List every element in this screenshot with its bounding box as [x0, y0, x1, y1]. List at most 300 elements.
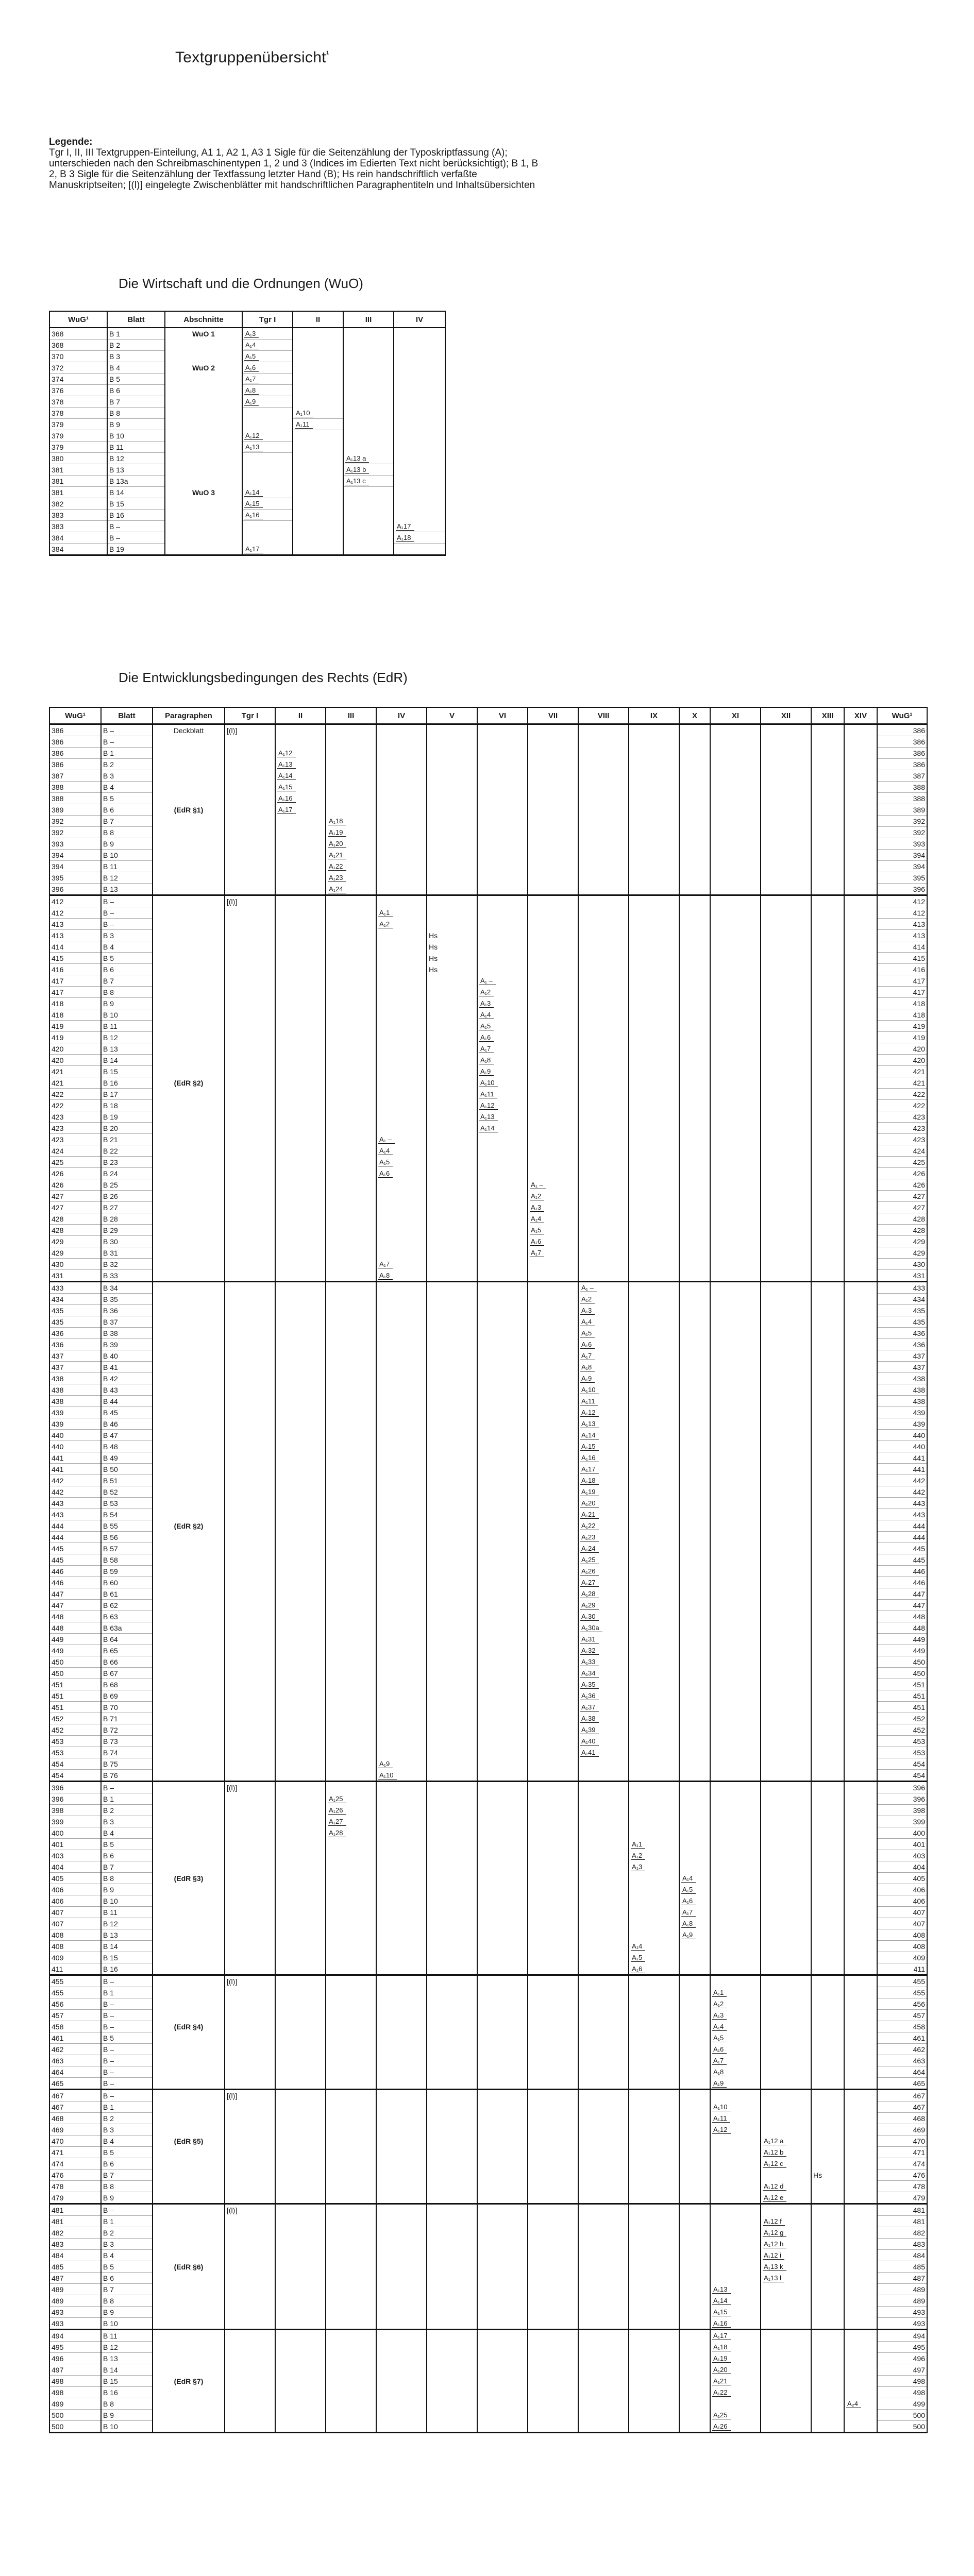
- table-cell: [477, 1396, 528, 1407]
- table-cell: [427, 1316, 477, 1328]
- table-cell: 417: [49, 975, 101, 987]
- table-cell: [761, 2364, 811, 2376]
- table-cell: [275, 2078, 326, 2090]
- table-cell: B –: [101, 2044, 153, 2055]
- table-cell: [710, 1611, 761, 1622]
- table-cell: B 26: [101, 1191, 153, 1202]
- table-cell: 381: [49, 487, 107, 498]
- table-cell: [679, 2078, 710, 2090]
- table-cell: [326, 2066, 376, 2078]
- table-cell: [629, 1895, 679, 1907]
- table-cell: [376, 1509, 427, 1520]
- table-cell: 499: [49, 2398, 101, 2410]
- table-cell: B 75: [101, 1758, 153, 1770]
- table-cell: [710, 1009, 761, 1021]
- table-cell: [578, 1873, 629, 1884]
- table-cell: [811, 2204, 844, 2216]
- siglum: A₁41: [580, 1749, 599, 1757]
- table-cell: 407: [49, 1918, 101, 1929]
- siglum: A₁26: [712, 2422, 731, 2431]
- table-cell: B 9: [101, 838, 153, 850]
- siglum: A₁24: [580, 1545, 599, 1553]
- paragraph-label: [153, 1032, 225, 1043]
- table-cell: 394: [49, 861, 101, 872]
- table-cell: [225, 1191, 275, 1202]
- table-cell: [844, 2342, 877, 2353]
- table-cell: [844, 1850, 877, 1861]
- table-cell: [844, 1690, 877, 1702]
- table-cell: [679, 1089, 710, 1100]
- table-cell: [293, 351, 343, 362]
- table-cell: [528, 850, 578, 861]
- table-cell: [811, 1600, 844, 1611]
- table-cell: [477, 1055, 528, 1066]
- table-cell: [710, 1736, 761, 1747]
- table-cell: B –: [107, 521, 165, 532]
- table-cell: [629, 964, 679, 975]
- siglum: A₁26: [328, 1806, 346, 1815]
- table-cell: [427, 919, 477, 930]
- column-header: X: [679, 707, 710, 724]
- table-cell: [477, 2342, 528, 2353]
- table-cell: [326, 770, 376, 782]
- siglum: A₁12 h: [763, 2240, 786, 2248]
- table-cell: [710, 1430, 761, 1441]
- table-cell: [528, 1021, 578, 1032]
- table-cell: [275, 1362, 326, 1373]
- table-cell: [578, 1168, 629, 1179]
- table-cell: [376, 1827, 427, 1839]
- table-cell: Hs: [427, 941, 477, 953]
- table-cell: [242, 453, 293, 464]
- paragraph-label: [153, 2158, 225, 2170]
- table-cell: [811, 1895, 844, 1907]
- table-cell: [629, 2273, 679, 2284]
- table-cell: [528, 816, 578, 827]
- table-cell: [761, 2124, 811, 2136]
- table-cell: [477, 2376, 528, 2387]
- table-cell: [710, 1123, 761, 1134]
- table-cell: [376, 1952, 427, 1963]
- table-cell: [528, 2170, 578, 2181]
- table-cell: [376, 2204, 427, 2216]
- table-cell: [578, 1452, 629, 1464]
- table-cell: [275, 1350, 326, 1362]
- paragraph-label: [153, 1305, 225, 1316]
- table-cell: [811, 1782, 844, 1793]
- table-cell: [326, 748, 376, 759]
- table-cell: [427, 1566, 477, 1577]
- table-cell: [376, 827, 427, 838]
- table-cell: 386: [877, 736, 927, 748]
- table-cell: [225, 1600, 275, 1611]
- table-cell: [225, 1713, 275, 1724]
- table-cell: 447: [49, 1600, 101, 1611]
- table-cell: [578, 2090, 629, 2102]
- table-cell: [844, 736, 877, 748]
- table-cell: [528, 1998, 578, 2010]
- table-cell: [225, 2398, 275, 2410]
- table-row: [49, 1418, 927, 1430]
- table-cell: [275, 1396, 326, 1407]
- table-cell: [275, 1679, 326, 1690]
- table-cell: [761, 1668, 811, 1679]
- table-cell: [427, 1407, 477, 1418]
- table-cell: [477, 1407, 528, 1418]
- table-cell: [528, 1486, 578, 1498]
- table-cell: [679, 1021, 710, 1032]
- table-cell: [844, 1384, 877, 1396]
- section-label: [165, 453, 242, 464]
- paragraph-label: [153, 1702, 225, 1713]
- table-cell: [427, 2295, 477, 2307]
- table-cell: [629, 2421, 679, 2433]
- table-cell: [326, 2342, 376, 2353]
- table-row: [49, 1668, 927, 1679]
- table-cell: [293, 430, 343, 442]
- table-cell: [844, 2090, 877, 2102]
- table-cell: [679, 2136, 710, 2147]
- table-cell: B 45: [101, 1407, 153, 1418]
- table-cell: [578, 1987, 629, 1998]
- table-cell: [811, 1656, 844, 1668]
- table-cell: 451: [877, 1702, 927, 1713]
- siglum: A₁6: [631, 1965, 645, 1973]
- siglum: A₁17: [712, 2332, 731, 2340]
- table-cell: [629, 1816, 679, 1827]
- table-cell: [275, 1339, 326, 1350]
- siglum: A₁19: [328, 828, 346, 837]
- table-cell: [326, 1305, 376, 1316]
- table-cell: [225, 930, 275, 941]
- table-cell: 386: [877, 724, 927, 736]
- paragraph-group: [49, 1975, 927, 2090]
- paragraph-label: [153, 2295, 225, 2307]
- table-cell: 368: [49, 328, 107, 340]
- table-cell: [427, 2147, 477, 2158]
- table-cell: [528, 1077, 578, 1089]
- siglum: A₁14: [479, 1124, 498, 1132]
- table-cell: [343, 498, 394, 510]
- table-cell: [326, 1907, 376, 1918]
- table-cell: B 5: [107, 374, 165, 385]
- table-cell: [811, 1396, 844, 1407]
- table-cell: [578, 1839, 629, 1850]
- siglum: A₁12 c: [763, 2160, 786, 2168]
- siglum: A₁16: [244, 511, 263, 519]
- table-cell: [761, 998, 811, 1009]
- table-cell: 469: [49, 2124, 101, 2136]
- siglum: A₁8: [479, 1056, 494, 1064]
- table-cell: [293, 408, 343, 419]
- siglum: A₁21: [580, 1511, 599, 1519]
- table-cell: [679, 2410, 710, 2421]
- table-cell: [578, 1179, 629, 1191]
- table-cell: [326, 782, 376, 793]
- table-cell: [844, 1021, 877, 1032]
- table-cell: [528, 2239, 578, 2250]
- table-cell: [844, 1520, 877, 1532]
- table-cell: [844, 1452, 877, 1464]
- table-row: [49, 408, 445, 419]
- table-cell: 423: [49, 1123, 101, 1134]
- table-row: [49, 1247, 927, 1259]
- table-cell: [427, 2376, 477, 2387]
- table-cell: 493: [877, 2318, 927, 2330]
- table-cell: [343, 476, 394, 487]
- table-cell: [629, 2364, 679, 2376]
- paragraph-label: [153, 1622, 225, 1634]
- table-cell: [326, 1520, 376, 1532]
- table-cell: [679, 1179, 710, 1191]
- paragraph-label: [153, 1884, 225, 1895]
- table-cell: [376, 2273, 427, 2284]
- table-cell: [225, 782, 275, 793]
- table-cell: [710, 1328, 761, 1339]
- table-cell: B 5: [101, 2261, 153, 2273]
- table-cell: [811, 1770, 844, 1782]
- table-cell: [275, 1225, 326, 1236]
- table-cell: [578, 1123, 629, 1134]
- table-cell: [427, 1305, 477, 1316]
- table-cell: 421: [49, 1077, 101, 1089]
- table-cell: 399: [877, 1816, 927, 1827]
- table-cell: [225, 1316, 275, 1328]
- table-cell: [528, 1259, 578, 1270]
- table-cell: [761, 2170, 811, 2181]
- table-row: [49, 1294, 927, 1305]
- table-cell: [376, 1782, 427, 1793]
- paragraph-label: [153, 770, 225, 782]
- table-cell: 420: [49, 1043, 101, 1055]
- table-cell: [528, 1668, 578, 1679]
- table-cell: [811, 748, 844, 759]
- table-cell: [761, 1123, 811, 1134]
- table-cell: [427, 1952, 477, 1963]
- table-cell: [679, 1929, 710, 1941]
- table-cell: [761, 1861, 811, 1873]
- wuo-table: [49, 311, 446, 556]
- table-cell: [811, 1202, 844, 1213]
- table-cell: [811, 1191, 844, 1202]
- table-cell: B 12: [101, 1032, 153, 1043]
- table-cell: [275, 2239, 326, 2250]
- table-cell: [528, 1350, 578, 1362]
- table-cell: [326, 759, 376, 770]
- table-cell: [326, 2204, 376, 2216]
- table-cell: [(l)]: [225, 2204, 275, 2216]
- table-cell: [811, 1793, 844, 1805]
- table-cell: 493: [49, 2318, 101, 2330]
- table-cell: 438: [49, 1373, 101, 1384]
- siglum: A₁2: [712, 2000, 727, 2008]
- table-cell: [761, 2421, 811, 2433]
- table-cell: [761, 1441, 811, 1452]
- table-cell: B 34: [101, 1282, 153, 1294]
- table-cell: B 4: [101, 782, 153, 793]
- table-cell: [761, 1634, 811, 1645]
- table-cell: [477, 1668, 528, 1679]
- table-cell: [427, 1043, 477, 1055]
- table-cell: [477, 2066, 528, 2078]
- column-header: WuG¹: [877, 707, 927, 724]
- paragraph-label: [153, 1543, 225, 1554]
- siglum: A₁11: [580, 1397, 598, 1405]
- table-cell: [629, 1430, 679, 1441]
- table-cell: [629, 895, 679, 907]
- table-cell: [528, 1611, 578, 1622]
- paragraph-label: [153, 2398, 225, 2410]
- table-cell: [811, 1213, 844, 1225]
- table-cell: [679, 1987, 710, 1998]
- table-cell: [811, 770, 844, 782]
- table-cell: [528, 1236, 578, 1247]
- table-cell: [578, 1213, 629, 1225]
- table-cell: 445: [877, 1543, 927, 1554]
- paragraph-label: [153, 2239, 225, 2250]
- table-cell: [275, 907, 326, 919]
- table-cell: 456: [49, 1998, 101, 2010]
- table-cell: 464: [877, 2066, 927, 2078]
- table-row: [49, 2410, 927, 2421]
- table-row: [49, 2227, 927, 2239]
- table-row: [49, 895, 927, 907]
- table-cell: [710, 1566, 761, 1577]
- table-cell: [578, 872, 629, 884]
- table-cell: B 62: [101, 1600, 153, 1611]
- table-row: [49, 1679, 927, 1690]
- table-cell: [578, 2136, 629, 2147]
- table-cell: [761, 1111, 811, 1123]
- siglum: A₁19: [712, 2354, 731, 2363]
- table-cell: [326, 1600, 376, 1611]
- table-cell: B 4: [101, 941, 153, 953]
- table-cell: [710, 1305, 761, 1316]
- table-cell: [528, 2090, 578, 2102]
- table-cell: B 4: [101, 2136, 153, 2147]
- table-cell: [275, 2044, 326, 2055]
- table-cell: [844, 1873, 877, 1884]
- table-cell: B 6: [107, 385, 165, 396]
- table-cell: [679, 1032, 710, 1043]
- table-cell: [578, 1588, 629, 1600]
- table-cell: 399: [49, 1816, 101, 1827]
- siglum: A₁9: [580, 1375, 595, 1383]
- table-cell: [811, 1441, 844, 1452]
- table-cell: [376, 1566, 427, 1577]
- siglum: A₁8: [378, 1272, 393, 1280]
- table-cell: [376, 2044, 427, 2055]
- table-cell: 439: [877, 1407, 927, 1418]
- table-cell: [811, 1963, 844, 1975]
- table-cell: [629, 1100, 679, 1111]
- table-cell: [376, 1270, 427, 1282]
- table-cell: [578, 2410, 629, 2421]
- table-cell: [578, 1270, 629, 1282]
- table-row: [49, 476, 445, 487]
- table-cell: 467: [877, 2090, 927, 2102]
- table-cell: [679, 2044, 710, 2055]
- table-cell: [(l)]: [225, 2090, 275, 2102]
- table-cell: [844, 2284, 877, 2295]
- table-cell: [275, 724, 326, 736]
- table-cell: B 66: [101, 1656, 153, 1668]
- table-cell: [293, 498, 343, 510]
- wuo-title: Die Wirtschaft und die Ordnungen (WuO): [119, 276, 363, 291]
- table-cell: [225, 941, 275, 953]
- table-cell: [225, 770, 275, 782]
- table-cell: [376, 816, 427, 827]
- table-cell: [477, 1850, 528, 1861]
- table-cell: [679, 1009, 710, 1021]
- table-cell: [844, 748, 877, 759]
- table-cell: [679, 850, 710, 861]
- table-cell: [275, 987, 326, 998]
- table-cell: [761, 2387, 811, 2398]
- table-cell: 418: [49, 1009, 101, 1021]
- table-cell: [326, 1202, 376, 1213]
- table-cell: B 3: [101, 770, 153, 782]
- table-row: [49, 736, 927, 748]
- table-cell: [376, 1043, 427, 1055]
- table-cell: [477, 1873, 528, 1884]
- table-cell: [275, 1600, 326, 1611]
- table-cell: 449: [877, 1645, 927, 1656]
- table-cell: [679, 1225, 710, 1236]
- siglum: A₁25: [712, 2411, 731, 2419]
- table-cell: 389: [49, 804, 101, 816]
- paragraph-label: [153, 907, 225, 919]
- table-cell: [326, 2227, 376, 2239]
- table-cell: [710, 2273, 761, 2284]
- table-cell: [844, 1952, 877, 1963]
- siglum: A₁5: [530, 1226, 544, 1234]
- table-cell: B 9: [101, 2192, 153, 2204]
- table-row: [49, 1157, 927, 1168]
- table-cell: B 71: [101, 1713, 153, 1724]
- paragraph-label: [153, 1452, 225, 1464]
- table-cell: [326, 1975, 376, 1987]
- table-cell: [427, 1123, 477, 1134]
- table-cell: 424: [49, 1145, 101, 1157]
- table-cell: [761, 1294, 811, 1305]
- table-cell: [225, 2021, 275, 2032]
- table-cell: [225, 2192, 275, 2204]
- section-label: [165, 419, 242, 430]
- table-cell: [679, 2307, 710, 2318]
- table-cell: [811, 1520, 844, 1532]
- table-cell: [679, 1407, 710, 1418]
- table-cell: [427, 1430, 477, 1441]
- table-cell: [293, 521, 343, 532]
- legend: [49, 137, 544, 191]
- table-cell: [761, 2090, 811, 2102]
- table-cell: [761, 1475, 811, 1486]
- table-cell: [844, 2136, 877, 2147]
- table-row: [49, 1702, 927, 1713]
- table-cell: [376, 1520, 427, 1532]
- table-cell: [376, 2307, 427, 2318]
- table-cell: 440: [49, 1441, 101, 1452]
- table-cell: [811, 919, 844, 930]
- table-cell: [578, 2216, 629, 2227]
- table-cell: [578, 804, 629, 816]
- table-cell: [679, 861, 710, 872]
- table-cell: [326, 1123, 376, 1134]
- table-cell: [427, 1929, 477, 1941]
- table-cell: 435: [49, 1316, 101, 1328]
- table-cell: [811, 1816, 844, 1827]
